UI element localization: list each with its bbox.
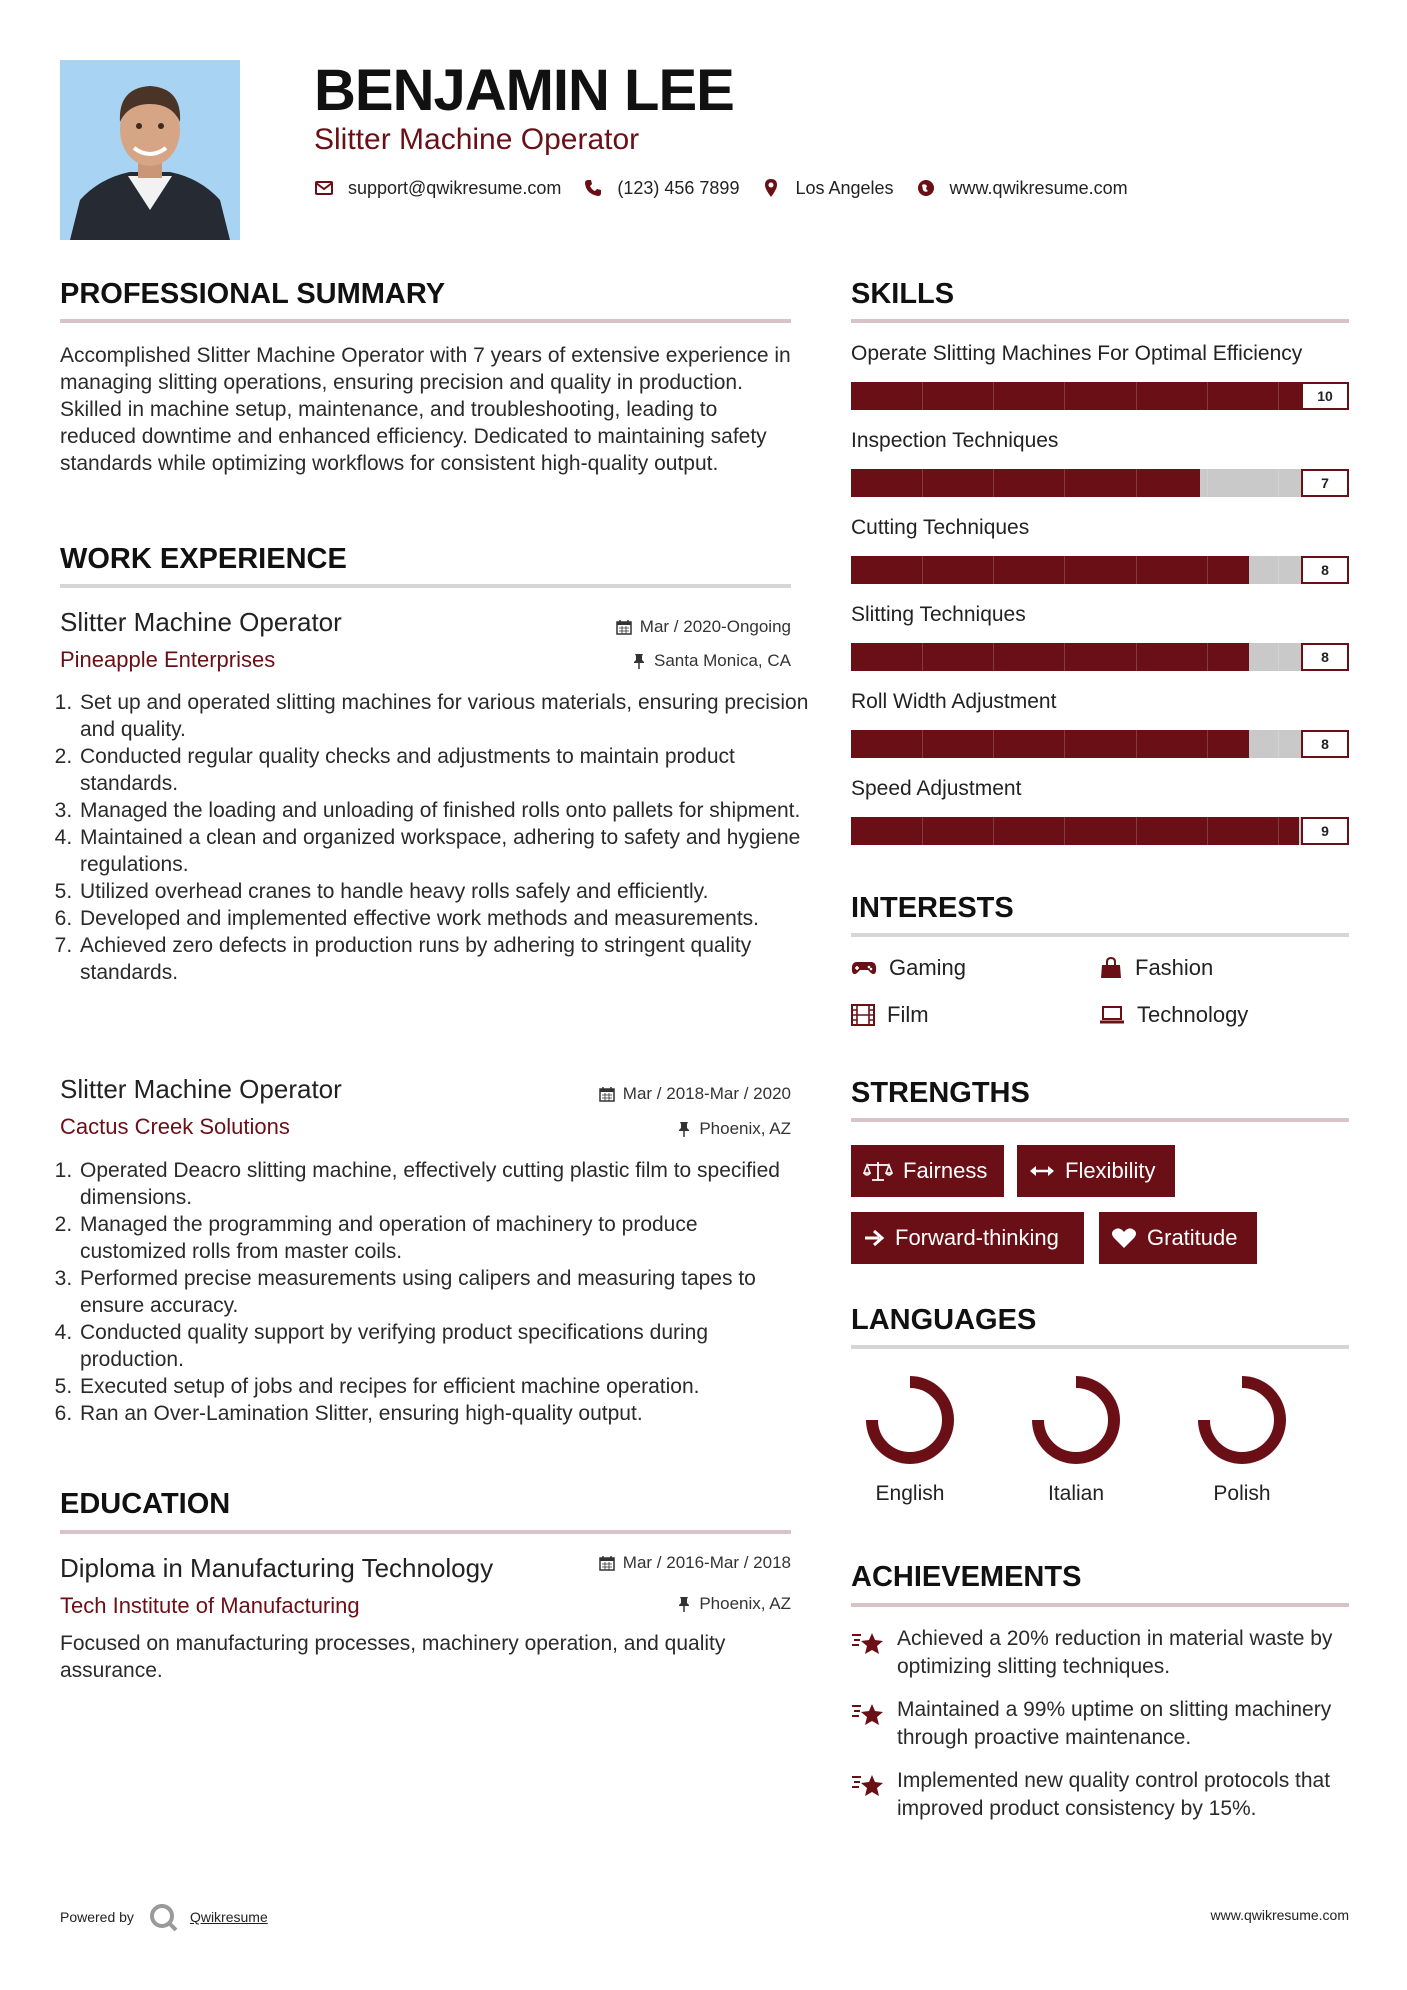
skill-name: Inspection Techniques [851,429,1059,452]
skill-score: 8 [1301,556,1349,584]
list-item: 1. Set up and operated slitting machines for various materials, ensuring precision and quality. [78,689,809,743]
calendar-icon [616,619,632,635]
skill-bar [851,643,1349,671]
skill-score: 8 [1301,730,1349,758]
list-item: 5. Utilized overhead cranes to handle heavy rolls safely and efficiently. [78,878,809,905]
achievement-item [851,1625,1349,1681]
skill-bar-segment [1207,817,1208,845]
education-divider [60,1530,791,1534]
list-item: 6. Developed and implemented effective work methods and measurements. [78,905,809,932]
strengths-divider [851,1118,1349,1122]
globe-icon [916,178,936,198]
language-ring [850,1370,970,1470]
contact-location: Los Angeles [795,178,894,198]
footer-powered-by [60,1902,268,1932]
skill-bar-segment [1278,730,1279,758]
list-item: 6. Ran an Over-Lamination Slitter, ensuring high-quality output. [78,1400,809,1427]
skill-name: Operate Slitting Machines For Optimal Efficiency [851,342,1303,365]
strength-gratitude [1099,1212,1257,1264]
skill-bar-fill [851,556,1249,584]
skill-bar-segment [922,643,923,671]
skill-bar-segment [922,556,923,584]
skill-bar-segment [1064,382,1065,410]
contact-email[interactable]: support@qwikresume.com [348,178,562,198]
interest-label: Technology [1137,1002,1249,1027]
education-school: Tech Institute of Manufacturing [60,1593,360,1618]
interest-gaming [851,954,966,982]
skill-bar-segment [1207,382,1208,410]
skill-bar-segment [922,817,923,845]
skill-bar-segment [1207,556,1208,584]
interest-fashion [1099,954,1213,982]
skill-bar-segment [1064,817,1065,845]
education-location-text: Phoenix, AZ [699,1594,791,1613]
shooting-star-icon [851,1771,885,1799]
language-polish [1182,1370,1302,1507]
achievement-text: Achieved a 20% reduction in material waste by optimizing slitting techniques. [897,1627,1333,1678]
handbag-icon [1099,957,1123,979]
list-item: 2. Conducted regular quality checks and adjustments to maintain product standards. [78,743,809,797]
education-heading: EDUCATION [60,1488,231,1520]
skill-bar [851,382,1349,410]
shooting-star-icon [851,1700,885,1728]
skill-bar-segment [1278,556,1279,584]
education-description: Focused on manufacturing processes, machinery operation, and quality assurance. [60,1632,726,1682]
envelope-icon [314,178,334,198]
skill-bar-segment [993,469,994,497]
interests-heading: INTERESTS [851,892,1014,924]
language-label: Polish [1213,1482,1271,1505]
strength-flexibility [1017,1145,1175,1197]
language-label: Italian [1047,1482,1105,1505]
skill-bar-segment [1278,382,1279,410]
achievements-heading: ACHIEVEMENTS [851,1561,1082,1593]
education-dates [440,1552,791,1574]
footer-url[interactable]: www.qwikresume.com [1210,1907,1349,1923]
skill-bar-segment [922,730,923,758]
skills-heading: SKILLS [851,278,955,310]
skill-bar-segment [1064,469,1065,497]
skill-bar [851,730,1349,758]
job-1-role: Slitter Machine Operator [60,607,342,637]
achievement-item [851,1696,1349,1752]
education-location [440,1593,791,1615]
skill-bar-segment [993,643,994,671]
candidate-title: Slitter Machine Operator [314,123,640,156]
job-2-company: Cactus Creek Solutions [60,1114,290,1139]
strengths-heading: STRENGTHS [851,1077,1030,1109]
arrow-right-icon [863,1228,885,1248]
shooting-star-icon [851,1629,885,1657]
calendar-icon [599,1555,615,1571]
language-label: English [875,1482,945,1505]
list-item: 5. Executed setup of jobs and recipes for efficient machine operation. [78,1373,809,1400]
strength-label: Flexibility [1065,1158,1156,1183]
language-ring [1182,1370,1302,1470]
strength-label: Forward-thinking [895,1225,1059,1250]
language-ring-arc [872,1382,948,1458]
job-2-role: Slitter Machine Operator [60,1074,342,1104]
skill-bar [851,469,1349,497]
language-ring-arc [1038,1382,1114,1458]
skill-bar-segment [1136,730,1137,758]
skill-bar [851,556,1349,584]
film-icon [851,1004,875,1026]
contact-bar [314,176,1150,200]
skill-name: Roll Width Adjustment [851,690,1057,713]
skill-name: Slitting Techniques [851,603,1026,626]
qwikresume-link[interactable]: Qwikresume [189,1909,268,1925]
interest-label: Film [887,1002,929,1027]
interest-label: Gaming [889,955,967,980]
skill-bar-segment [922,382,923,410]
strength-label: Gratitude [1147,1225,1238,1250]
phone-icon [583,178,603,198]
languages-divider [851,1345,1349,1349]
job-1-location [440,650,791,672]
skill-bar-segment [1207,730,1208,758]
strength-forward-thinking [851,1212,1084,1264]
language-italian [1016,1370,1136,1507]
job-1-duties [60,689,809,986]
summary-divider [60,319,791,323]
education-degree: Diploma in Manufacturing Technology [60,1553,494,1583]
skill-bar-segment [1278,817,1279,845]
pushpin-icon [632,653,646,669]
skill-bar-segment [1207,643,1208,671]
achievement-item [851,1767,1349,1823]
calendar-icon [599,1086,615,1102]
achievement-text: Implemented new quality control protocols that improved product consistency by 15%. [897,1769,1331,1820]
language-english [850,1370,970,1507]
achievements-divider [851,1603,1349,1607]
skill-bar-segment [993,556,994,584]
summary-heading: PROFESSIONAL SUMMARY [60,278,446,310]
job-2-location-text: Phoenix, AZ [699,1119,791,1138]
skill-score: 10 [1301,382,1349,410]
heart-icon [1111,1227,1137,1249]
skill-bar-segment [1136,643,1137,671]
candidate-name: BENJAMIN LEE [314,58,734,123]
skill-score: 8 [1301,643,1349,671]
avatar [60,60,240,240]
balance-scale-icon [863,1160,893,1182]
list-item: 4. Maintained a clean and organized workspace, adhering to safety and hygiene regulations. [78,824,809,878]
list-item: 1. Operated Deacro slitting machine, effectively cutting plastic film to specified dimensions. [78,1157,809,1211]
interests-divider [851,933,1349,937]
job-1-company: Pineapple Enterprises [60,647,276,672]
experience-divider [60,584,791,588]
profile-photo [60,60,240,240]
skill-bar-segment [1136,382,1137,410]
pushpin-icon [677,1121,691,1137]
language-ring-arc [1204,1382,1280,1458]
interest-label: Fashion [1135,955,1214,980]
list-item: 3. Managed the loading and unloading of finished rolls onto pallets for shipment. [78,797,809,824]
interest-technology [1099,1001,1248,1029]
list-item: 4. Conducted quality support by verifying product specifications during production. [78,1319,809,1373]
job-1-location-text: Santa Monica, CA [653,651,791,670]
map-pin-icon [761,178,781,198]
skill-bar-segment [1136,817,1137,845]
skill-bar-segment [922,469,923,497]
skill-bar-segment [1064,730,1065,758]
strength-fairness [851,1145,1004,1197]
skill-bar-fill [851,469,1200,497]
pushpin-icon [677,1596,691,1612]
laptop-icon [1099,1005,1125,1025]
skill-score: 7 [1301,469,1349,497]
contact-website[interactable]: www.qwikresume.com [949,178,1128,198]
summary-text: Accomplished Slitter Machine Operator with 7 years of extensive experience in managing slitting operations, ensuring precision and quality in production. Skilled in machine setup, maintenance, and troubleshooting, leading to reduced downtime and enhanced efficiency. Dedicated to maintaining safety standards while optimizing workflows for consistent high-quality output. [60,344,791,475]
job-2-dates [440,1083,791,1105]
skill-bar-segment [1278,643,1279,671]
job-2-location [440,1118,791,1140]
skill-name: Cutting Techniques [851,516,1030,539]
job-1-dates [440,616,791,638]
job-1-dates-text: Mar / 2020-Ongoing [639,617,791,636]
skill-bar-fill [851,382,1349,410]
skill-bar-segment [1064,643,1065,671]
job-2-dates-text: Mar / 2018-Mar / 2020 [622,1084,791,1103]
language-ring [1016,1370,1136,1470]
list-item: 7. Achieved zero defects in production runs by adhering to stringent quality standards. [78,932,809,986]
contact-phone[interactable]: (123) 456 7899 [617,178,740,198]
skill-bar-fill [851,817,1299,845]
arrows-horizontal-icon [1029,1163,1055,1179]
gamepad-icon [851,959,877,977]
job-2-duties [60,1157,809,1427]
education-dates-text: Mar / 2016-Mar / 2018 [622,1553,791,1572]
skill-name: Speed Adjustment [851,777,1022,800]
skill-score: 9 [1301,817,1349,845]
skill-bar-segment [993,382,994,410]
skill-bar [851,817,1349,845]
skill-bar-segment [1064,556,1065,584]
languages-heading: LANGUAGES [851,1304,1037,1336]
skill-bar-segment [1207,469,1208,497]
skill-bar-segment [993,730,994,758]
list-item: 3. Performed precise measurements using calipers and measuring tapes to ensure accuracy. [78,1265,809,1319]
achievement-text: Maintained a 99% uptime on slitting machinery through proactive maintenance. [897,1698,1332,1749]
qwikresume-logo-icon [148,1902,180,1932]
skill-bar-segment [1136,556,1137,584]
skill-bar-fill [851,730,1249,758]
interest-film [851,1001,929,1029]
skill-bar-fill [851,643,1249,671]
list-item: 2. Managed the programming and operation of machinery to produce customized rolls from master coils. [78,1211,809,1265]
strength-label: Fairness [903,1158,988,1183]
skill-bar-segment [1278,469,1279,497]
skill-bar-segment [993,817,994,845]
skills-divider [851,319,1349,323]
skill-bar-segment [1136,469,1137,497]
powered-by-label: Powered by [60,1909,134,1925]
experience-heading: WORK EXPERIENCE [60,543,347,575]
